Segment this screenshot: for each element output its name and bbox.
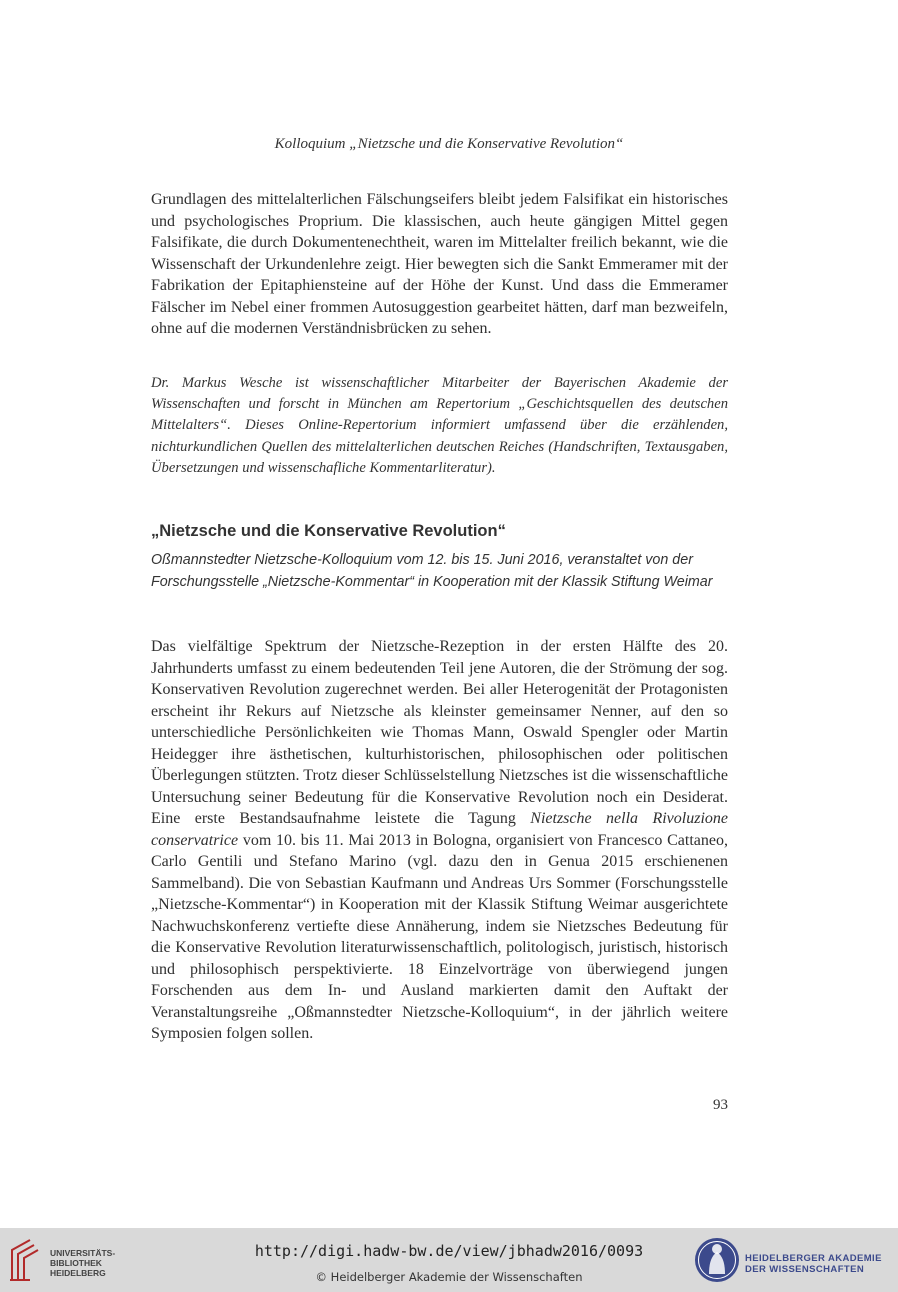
section-body-part1: Das vielfältige Spektrum der Nietzsche-Rezeption in der ersten Hälfte des 20. Jahrhunderts umfasst zu einem bedeutenden Teil jene Autoren, die der Strömung der sog. Konservativen Revolution zugerechnet werden. Bei aller Heterogenität der Protagonisten erscheint ihr Rekurs auf Nietzsche als kleinster gemeinsamer Nenner, auf den so unterschiedliche Persönlichkeiten wie Thomas Mann, Oswald Spengler oder Martin Heidegger ihre ästhetischen, kulturhistorischen, philosophischen oder politischen Überlegungen stützten. Trotz dieser Schlüsselstellung Nietzsches ist die wissenschaftliche Untersuchung seiner Bedeutung für die Konservative Revolution noch ein Desiderat. Eine erste Bestandsaufnahme leistete die Tagung [151, 638, 728, 827]
running-head: Kolloquium „Nietzsche und die Konservative Revolution“ [274, 136, 624, 152]
permalink-url[interactable]: http://digi.hadw-bw.de/view/jbhadw2016/0093 [254, 1242, 644, 1260]
university-library-name: UNIVERSITÄTS- BIBLIOTHEK HEIDELBERG [50, 1248, 116, 1278]
paragraph-text: Grundlagen des mittelalterlichen Fälschungseifers bleibt jedem Falsifikat ein historisches und psychologisches Proprium. Die klassischen, auch heute gängigen Mittel gegen Falsifikate, die durch Dokumentenechtheit, waren im Mittelalter freilich bekannt, wie die Wissenschaft der Urkundenlehre zeigt. Hier bewegten sich die Sankt Emmeramer mit der Fabrikation der Epitaphiensteine auf der Höhe der Kunst. Und dass die Emmeramer Fälscher im Nebel einer frommen Autosuggestion gearbeitet hätten, darf man bezweifeln, ohne auf die modernen Verständnisbrücken zu sehen. [151, 191, 728, 337]
viewer-footer [0, 1228, 898, 1292]
academy-logo[interactable] [693, 1234, 893, 1286]
section-body-text [151, 636, 728, 1045]
author-bio-text: Dr. Markus Wesche ist wissenschaftlicher Mitarbeiter der Bayerischen Akademie der Wissenschaften und forscht in München am Repertorium „Geschichtsquellen des deutschen Mittelalters“. Dieses Online-Repertorium informiert umfassend über die erzählenden, nichturkundlichen Quellen des mittelalterlichen deutschen Reiches (Handschriften, Textausgaben, Übersetzungen und wissenschafliche Kommentarliteratur). [151, 375, 728, 476]
author-bio [151, 373, 728, 479]
section-subtitle-block [151, 550, 728, 593]
academy-seal-icon [693, 1234, 741, 1286]
page-number: 93 [713, 1097, 728, 1113]
section-title: „Nietzsche und die Konservative Revolution“ [151, 522, 506, 540]
section-body-part2: vom 10. bis 11. Mai 2013 in Bologna, organisiert von Francesco Cattaneo, Carlo Gentili und Stefano Marino (vgl. dazu den in Genua 2015 erschienenen Sammelband). Die von Sebastian Kaufmann und Andreas Urs Sommer (Forschungsstelle „Nietzsche-Kommentar“) in Kooperation mit der Klassik Stiftung Weimar ausgerichtete Nachwuchskonferenz vertiefte diese Annäherung, indem sie Nietzsches Bedeutung für die Konservative Revolution literaturwissenschaftlich, politologisch, juristisch, historisch und philosophisch perspektivierte. 18 Einzelvorträge von überwiegend jungen Forschenden aus dem In- und Ausland markierten damit den Auftakt der Veranstaltungsreihe „Oßmannstedter Nietzsche-Kolloquium“, in der jährlich weitere Symposien folgen sollen. [151, 831, 728, 1042]
copyright-notice: © Heidelberger Akademie der Wissenschaften [315, 1270, 583, 1284]
conference-title: Nietzsche nella Rivoluzione conservatrice [151, 810, 728, 849]
paragraph-continued [151, 189, 728, 340]
section-subtitle: Oßmannstedter Nietzsche-Kolloquium vom 12. bis 15. Juni 2016, veranstaltet von der Forschungsstelle „Nietzsche-Kommentar“ in Kooperation mit der Klassik Stiftung Weimar [151, 552, 713, 590]
section-body [151, 636, 728, 1045]
section-heading [151, 522, 728, 541]
academy-name: HEIDELBERGER AKADEMIE DER WISSENSCHAFTEN [745, 1253, 882, 1275]
